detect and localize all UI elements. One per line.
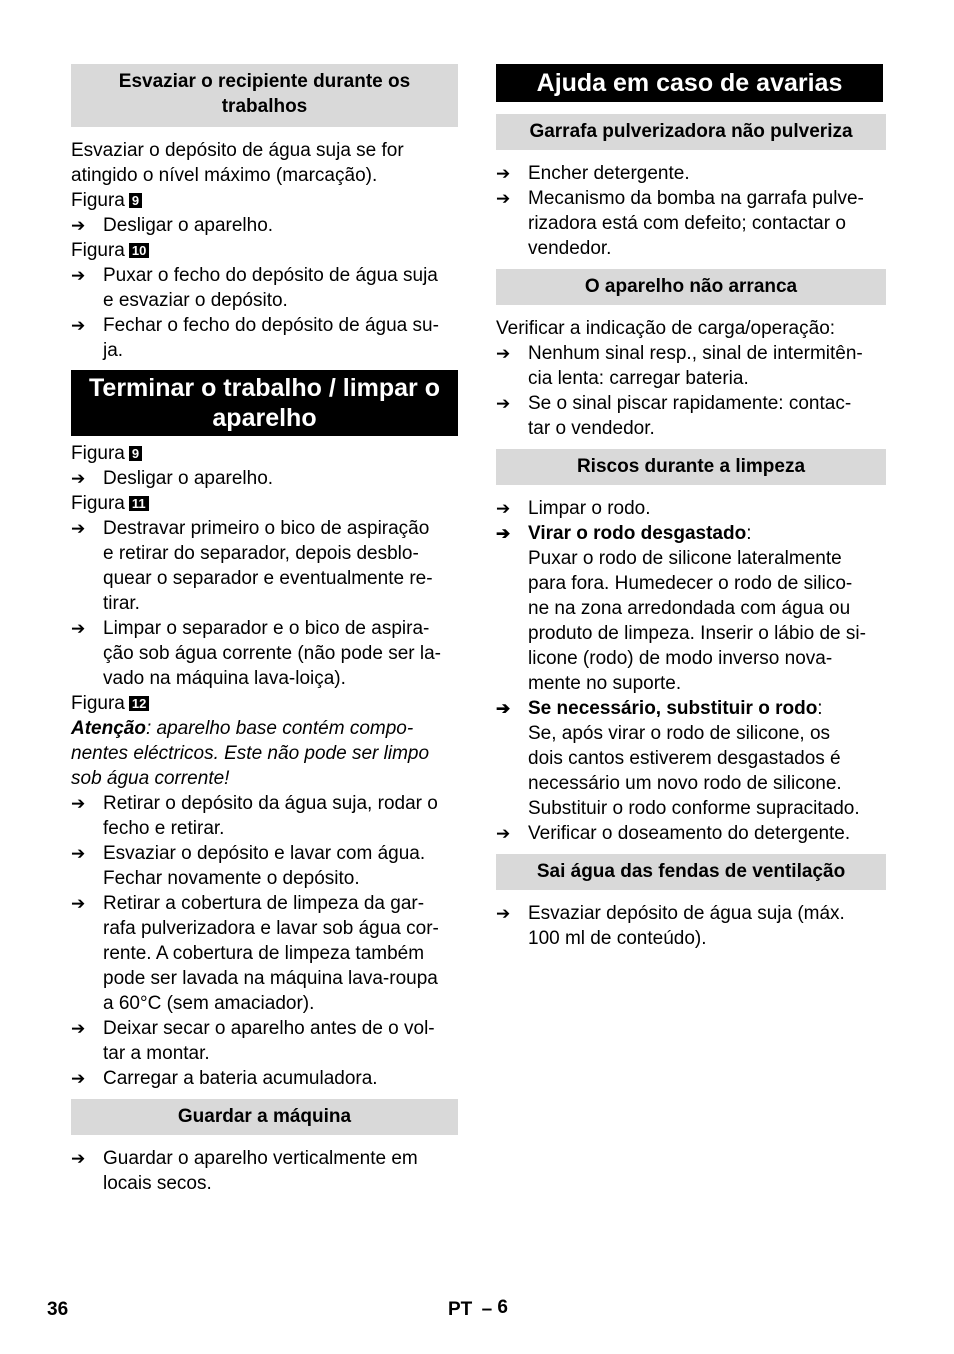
section-heading-sai-agua: Sai água das fendas de ventilação [496,854,886,890]
list-item [71,791,458,816]
heading-line: trabalhos [221,96,308,117]
warning-line [71,716,458,741]
colon: : [746,523,752,544]
list-item-text: Limpar o rodo. [528,498,651,519]
list-item [71,841,458,866]
section-heading-riscos: Riscos durante a limpeza [496,449,886,485]
list-item-continuation: ja. [103,340,124,361]
arrow-right-icon: ➔ [71,519,86,538]
list-item [71,1016,458,1041]
footer-lang-page [448,1297,508,1322]
section-heading-garrafa: Garrafa pulverizadora não pulveriza [496,114,886,150]
section-heading-terminar [71,370,458,436]
figure-number-badge: 10 [129,243,149,258]
warning-line: nentes eléctricos. Este não pode ser limpo [71,743,430,764]
list-item-text: Retirar o depósito da água suja, rodar o [103,793,438,814]
heading-line: Terminar o trabalho / limpar o [89,374,440,402]
list-item-text: Retirar a cobertura de limpeza da gar- [103,893,425,914]
list-item [496,901,886,926]
list-item [496,391,886,416]
arrow-right-icon: ➔ [496,699,511,718]
section-heading-guardar: Guardar a máquina [71,1099,458,1135]
left-column [71,64,458,1196]
arrow-right-icon: ➔ [71,1019,86,1038]
list-item [496,696,886,721]
list-item-continuation: necessário um novo rodo de silicone. [528,773,842,794]
arrow-right-icon: ➔ [71,216,86,235]
list-item-continuation: vendedor. [528,238,612,259]
heading-line: Esvaziar o recipiente durante os [118,71,411,92]
footer-lang: PT [448,1299,473,1320]
arrow-right-icon: ➔ [496,344,511,363]
list-item-continuation: Substituir o rodo conforme supracitado. [528,798,860,819]
list-item-continuation: tar a montar. [103,1043,210,1064]
list-item [496,341,886,366]
arrow-right-icon: ➔ [496,524,511,543]
figure-ref [71,188,458,213]
figure-label: Figura [71,240,125,261]
arrow-right-icon: ➔ [496,499,511,518]
list-item [496,186,886,211]
arrow-right-icon: ➔ [71,316,86,335]
list-item [71,891,458,916]
list-item [71,213,458,238]
page-number: 36 [47,1299,69,1320]
list-item-continuation: Se, após virar o rodo de silicone, os [528,723,831,744]
figure-ref [71,238,458,263]
arrow-right-icon: ➔ [496,164,511,183]
list-item-text: Desligar o aparelho. [103,215,274,236]
list-item [496,521,886,546]
arrow-right-icon: ➔ [71,794,86,813]
figure-label: Figura [71,443,125,464]
paragraph-line: Esvaziar o depósito de água suja se for [71,140,404,161]
list-item-continuation: fecho e retirar. [103,818,225,839]
list-item-text: Encher detergente. [528,163,690,184]
figure-number-badge: 9 [129,193,142,208]
list-item-continuation: licone (rodo) de modo inverso nova- [528,648,833,669]
list-item-continuation: dois cantos estiverem desgastados é [528,748,841,769]
list-item-text: Mecanismo da bomba na garrafa pulve- [528,188,864,209]
list-item [71,466,458,491]
paragraph-line: Verificar a indicação de carga/operação: [496,318,836,339]
section-heading-nao-arranca: O aparelho não arranca [496,269,886,305]
arrow-right-icon: ➔ [496,904,511,923]
list-item-continuation: rafa pulverizadora e lavar sob água cor- [103,918,439,939]
list-item-continuation: ne na zona arredondada com água ou [528,598,851,619]
arrow-right-icon: ➔ [496,189,511,208]
list-item-continuation: tar o vendedor. [528,418,655,439]
list-item-text: Verificar o doseamento do detergente. [528,823,851,844]
list-item [71,313,458,338]
list-item-continuation: produto de limpeza. Inserir o lábio de si- [528,623,866,644]
section-heading-esvaziar [71,64,458,127]
footer-sub-page: 6 [497,1297,508,1318]
arrow-right-icon: ➔ [496,394,511,413]
list-item-text: Carregar a bateria acumuladora. [103,1068,378,1089]
list-item-text: Nenhum sinal resp., sinal de intermitên- [528,343,863,364]
list-item-text: Fechar o fecho do depósito de água su- [103,315,439,336]
heading-line: aparelho [212,404,317,432]
arrow-right-icon: ➔ [71,844,86,863]
list-item [71,1066,458,1091]
list-item-text: Deixar secar o aparelho antes de o vol- [103,1018,435,1039]
list-item-continuation: ção sob água corrente (não pode ser la- [103,643,441,664]
figure-number-badge: 12 [129,696,149,711]
arrow-right-icon: ➔ [71,894,86,913]
right-column [496,64,886,951]
list-item-continuation: tirar. [103,593,140,614]
footer-dash: – [481,1299,493,1320]
arrow-right-icon: ➔ [71,266,86,285]
list-item-continuation: 100 ml de conteúdo). [528,928,707,949]
list-item-continuation: e esvaziar o depósito. [103,290,288,311]
list-item-text: Guardar o aparelho verticalmente em [103,1148,418,1169]
list-item [496,161,886,186]
warning-line: sob água corrente! [71,768,230,789]
list-item-text: Se o sinal piscar rapidamente: contac- [528,393,852,414]
figure-ref [71,491,458,516]
list-item-continuation: mente no suporte. [528,673,682,694]
colon: : [817,698,823,719]
list-item-continuation: cia lenta: carregar bateria. [528,368,749,389]
list-item [71,1146,458,1171]
list-item-bold-text: Virar o rodo desgastado [528,523,747,544]
list-item-continuation: rente. A cobertura de limpeza também [103,943,425,964]
list-item-bold-text: Se necessário, substituir o rodo [528,698,818,719]
list-item-continuation: quear o separador e eventualmente re- [103,568,433,589]
list-item-text: Desligar o aparelho. [103,468,274,489]
warning-label: Atenção [71,718,146,739]
list-item-continuation: rizadora está com defeito; contactar o [528,213,846,234]
figure-number-badge: 11 [129,496,149,511]
list-item-continuation: Fechar novamente o depósito. [103,868,360,889]
figure-ref [71,691,458,716]
list-item-continuation: locais secos. [103,1173,212,1194]
list-item-continuation: para fora. Humedecer o rodo de silico- [528,573,853,594]
list-item-text: Esvaziar o depósito e lavar com água. [103,843,426,864]
arrow-right-icon: ➔ [496,824,511,843]
list-item-continuation: a 60°C (sem amaciador). [103,993,315,1014]
list-item [71,263,458,288]
warning-text: : aparelho base contém compo- [145,718,414,739]
arrow-right-icon: ➔ [71,469,86,488]
list-item-text: Puxar o fecho do depósito de água suja [103,265,438,286]
list-item-text: Esvaziar depósito de água suja (máx. [528,903,845,924]
paragraph-line: atingido o nível máximo (marcação). [71,165,378,186]
list-item-text: Destravar primeiro o bico de aspiração [103,518,430,539]
section-heading-ajuda: Ajuda em caso de avarias [496,64,883,102]
list-item-continuation: Puxar o rodo de silicone lateralmente [528,548,842,569]
list-item [496,821,886,846]
list-item [71,516,458,541]
list-item-text: Limpar o separador e o bico de aspira- [103,618,430,639]
list-item [496,496,886,521]
list-item-continuation: e retirar do separador, depois desblo- [103,543,419,564]
list-item-continuation: pode ser lavada na máquina lava-roupa [103,968,438,989]
list-item-continuation: vado na máquina lava-loiça). [103,668,346,689]
figure-number-badge: 9 [129,446,142,461]
figure-label: Figura [71,693,125,714]
figure-ref [71,441,458,466]
arrow-right-icon: ➔ [71,1069,86,1088]
figure-label: Figura [71,493,125,514]
list-item [71,616,458,641]
figure-label: Figura [71,190,125,211]
arrow-right-icon: ➔ [71,1149,86,1168]
arrow-right-icon: ➔ [71,619,86,638]
